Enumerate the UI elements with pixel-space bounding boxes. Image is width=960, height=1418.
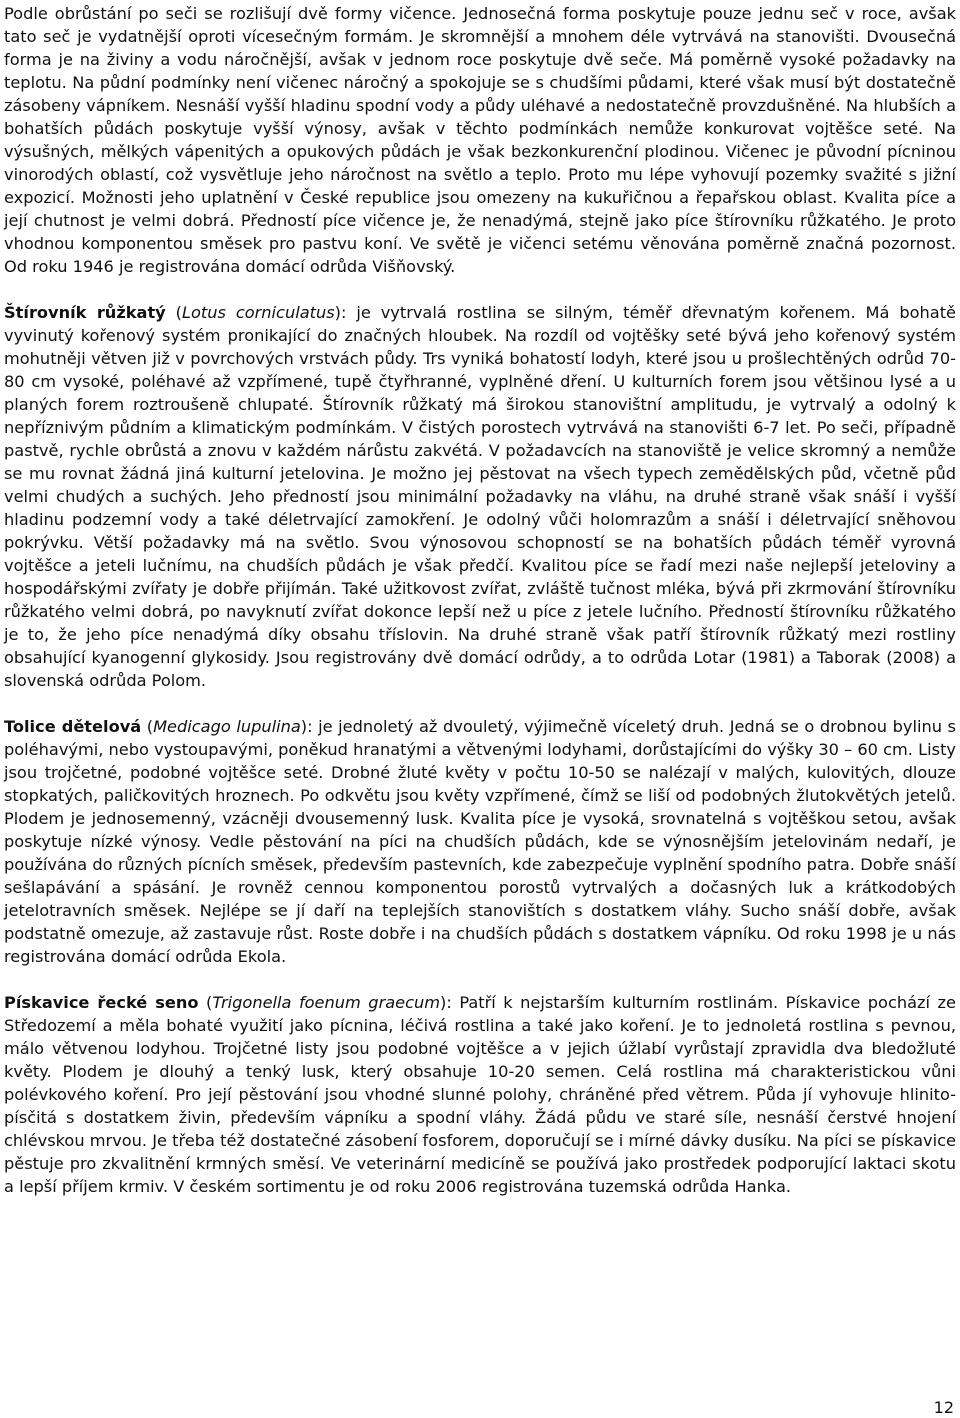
paragraph-text: ): Patří k nejstarším kulturním rostlinám. Pískavice pochází ze Středozemí a měla bohaté využití jako pícnina, léčivá rostlina a také jako koření. Je to jednoletá rostlina s pevnou, málo větvenou lodyhou. Trojčetné listy jsou podobné vojtěšce a v jejich úžlabí vyrůstají zpravidla dva bledožluté květy. Plodem je dlouhý a tenký lusk, který obsahuje 10-20 semen. Celá rostlina má charakteristickou vůni polévkového koření. Pro její pěstování jsou vhodné slunné polohy, chráněné před větrem. Půda jí vyhovuje hlinito-písčitá s dostatkem živin, především vápníku a spodní vláhy. Žádá půdu ve staré síle, nesnáší čerstvé hnojení chlévskou mrvou. Je třeba též dostatečné zásobení fosforem, doporučují se i mírné dávky dusíku. Na píci se pískavice pěstuje pro zkvalitnění krmných směsí. Ve veterinární medicíně se používá jako prostředek podporující laktaci skotu a lepší příjem krmiv. V českém sortimentu je od roku 2006 registrována tuzemská odrůda Hanka. [4, 993, 956, 1196]
term-heading: Štírovník růžkatý [4, 303, 166, 322]
latin-open: ( [198, 993, 213, 1012]
page-number: 12 [933, 1398, 954, 1417]
paragraph-text: ): je vytrvalá rostlina se silným, téměř dřevnatým kořenem. Má bohatě vyvinutý kořenový systém pronikající do značných hloubek. Na rozdíl od vojtěšky seté bývá jeho kořenový systém mohutněji větven již v povrchových vrstvách půdy. Trs vyniká bohatostí lodyh, které jsou u prošlechtěných odrůd 70-80 cm vysoké, poléhavé až vzpřímené, tupě čtyřhranné, vyplněné dření. U kulturních forem jsou většinou lysé a u planých forem roztroušeně chlupaté. Štírovník růžkatý má širokou stanovištní amplitudu, je vytrvalý a odolný k nepříznivým půdním a klimatickým podmínkám. V čistých porostech vytrvává na stanovišti 6-7 let. Po seči, případně pastvě, rychle obrůstá a znovu v každém nárůstu zakvétá. V požadavcích na stanoviště je velice skromný a nemůže se mu rovnat žádná jiná kulturní jetelovina. Je možno jej pěstovat na všech typech zemědělských půd, včetně půd velmi chudých a suchých. Jeho předností jsou minimální požadavky na vláhu, na druhé straně však snáší i vyšší hladinu podzemní vody a také déletrvající zamokření. Je odolný vůči holomrazům a snáší i déletrvající sněhovou pokrývku. Větší požadavky má na světlo. Svou výnosovou schopností se na bohatších půdách téměř vyrovná vojtěšce a jeteli lučnímu, na chudších půdách je však předčí. Kvalitou píce se řadí mezi naše nejlepší jeteloviny a hospodářskými zvířaty je dobře přijímán. Také užitkovost zvířat, zvláště tučnost mléka, bývá při zkrmování štírovníku růžkatého velmi dobrá, po navyknutí zvířat dokonce lepší než u píce z jetele lučního. Předností štírovníku růžkatého je to, že jeho píce nenadýmá díky obsahu tříslovin. Na druhé straně však patří štírovník růžkatý mezi rostliny obsahující kyanogenní glykosidy. Jsou registrovány dvě domácí odrůdy, a to odrůda Lotar (1981) a Taborak (2008) a slovenská odrůda Polom. [4, 303, 957, 690]
term-heading: Pískavice řecké seno [4, 993, 199, 1012]
latin-name: Lotus corniculatus [181, 303, 335, 322]
paragraph-text: Podle obrůstání po seči se rozlišují dvě formy vičence. Jednosečná forma poskytuje pouze jednu seč v roce, avšak tato seč je vydatnější oproti vícesečným formám. Je skromnější a mnohem déle vytrvává na stanovišti. Dvousečná forma je na živiny a vodu náročnější, avšak v jednom roce poskytuje dvě seče. Má poměrně vysoké požadavky na teplotu. Na půdní podmínky není vičenec náročný a spokojuje se s chudšími půdami, které však musí být dostatečně zásobeny vápníkem. Nesnáší vyšší hladinu spodní vody a půdy uléhavé a nedostatečně provzdušněné. Na hlubších a bohatších půdách poskytuje vyšší výnosy, avšak v těchto podmínkách nemůže konkurovat vojtěšce seté. Na výsušných, mělkých vápenitých a opukových půdách je však bezkonkurenční plodinou. Vičenec je původní pícninou vinorodých oblastí, což vysvětluje jeho náročnost na světlo a teplo. Proto mu lépe vyhovují pozemky svažité s jižní expozicí. Možnosti jeho uplatnění v České republice jsou omezeny na kukuřičnou a řepařskou oblast. Kvalita píce a její chutnost je velmi dobrá. Předností píce vičence je, že nenadýmá, stejně jako píce štírovníku růžkatého. Je proto vhodnou komponentou směsek pro pastvu koní. Ve světě je vičenci setému věnována poměrně značná pozornost. Od roku 1946 je registrována domácí odrůda Višňovský. [4, 4, 956, 276]
latin-open: ( [141, 717, 154, 736]
term-heading: Tolice dětelová [4, 717, 142, 736]
paragraph-stirovnik [4, 301, 956, 692]
latin-name: Medicago lupulina [153, 717, 301, 736]
latin-open: ( [165, 303, 182, 322]
paragraph-vicenec [4, 2, 956, 278]
paragraph-piskavice [4, 991, 956, 1198]
document-page [4, 2, 956, 1198]
latin-name: Trigonella foenum graecum [212, 993, 441, 1012]
paragraph-tolice [4, 715, 956, 968]
paragraph-text: ): je jednoletý až dvouletý, výjimečně víceletý druh. Jedná se o drobnou bylinu s poléhavými, nebo vystoupavými, poněkud hranatými a větvenými lodyhami, dorůstajícími do výšky 30 – 60 cm. Listy jsou trojčetné, podobné vojtěšce seté. Drobné žluté květy v počtu 10-50 se nalézají v malých, kulovitých, dlouze stopkatých, paličkovitých hroznech. Po odkvětu jsou květy vzpřímené, čímž se liší od podobných žlutokvětých jetelů. Plodem je jednosemenný, vzácněji dvousemenný lusk. Kvalita píce je vysoká, srovnatelná s vojtěškou setou, avšak poskytuje nízké výnosy. Vedle pěstování na píci na chudších půdách, kde se výnosnějším jetelovinám nedaří, je používána do různých pícních směsek, především pastevních, kde zabezpečuje vyplnění spodního patra. Dobře snáší sešlapávání a spásání. Je rovněž cennou komponentou porostů vytrvalých a dočasných luk a krátkodobých jetelotravních směsek. Nejlépe se jí daří na teplejších stanovištích s dostatkem vláhy. Sucho snáší dobře, avšak podstatně omezuje, až zastavuje růst. Roste dobře i na chudších půdách s dostatkem vápníku. Od roku 1998 je u nás registrována domácí odrůda Ekola. [4, 717, 956, 966]
